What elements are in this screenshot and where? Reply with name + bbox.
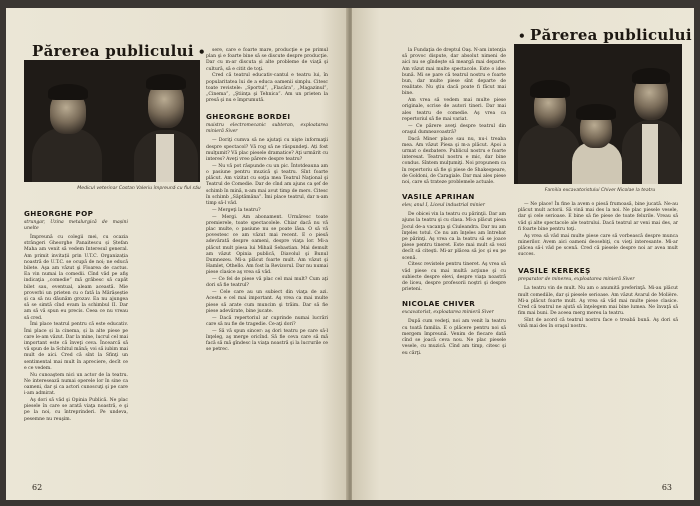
left-page [6,8,348,500]
paragraph: — Ne place! În fine la avem o piesă frumoasă, bine jucată. Ne-au plăcut mult actorii. Să vină mai des la noi. Ne plac piesele vesele, dar şi cele serioase. E bine să fie piese de toate felurile. Vreau să văd şi alte spectacole ale teatrului. Dacă teatrul ar veni mai des, ar fi foarte bine pentru toţi. [518,202,678,232]
right-column-2 [518,202,678,331]
left-column-1 [24,204,128,423]
paragraph: sere, care e foarte mare, producţie e pe primul plan şi e foarte bine să se discute despre producţie. Dar cu m-ar discuta și alte probleme de viaţă şi cultură, să e citit de toţi. [206,48,328,72]
right-page [352,8,694,500]
paragraph: — Nu vă pot răspunde cu un pic. Întotdeauna am o pasiune pentru muzică şi teatru. Sînt foarte plăcut. Am vizitat cu soţia mea Teatrul Naţional şi Teatrul de Comedie. Dar de cînd am ajuns ca şef de schimb în mină, n-am mai avut timp de mers. Citesc în schimb „Săptămâna”. Îmi place teatrul, dar n-am timp să-l văd. [206,163,328,207]
author-gheorghe-pop-text [24,235,128,423]
paragraph: Dacă Miner place sau nu, nu-i treaba mea. Am văzut Piesa şi m-a plăcut. Apoi a urmat o dezbatere. Publicul nostru e foarte interesat. Teatrul nostru e mic, dar bine condus. Sîntem mulţumiţi. Noi propunem ca în repertoriu să fie şi piese de Shakespeare, de Goldoni, de Caragiale. Dar mai ales piese noi, care să trateze problemele actuale. [402,136,506,186]
paragraph: Aş vrea să văd mai multe piese care să vorbească despre munca minerilor. Avem aici oameni deosebiţi, cu vieţi interesante. Mi-ar plăcea să-i văd pe scenă. Cred că piesele despre noi ar avea mult succes. [518,233,678,258]
right-page-heading: • Părerea publicului [518,26,692,44]
left-page-heading: Părerea publicului • [32,42,206,60]
question: — Doriţi cumva să ne ajutaţi cu nişte informaţii despre spectacol? Vă rog să ne răspundeţi. Ați fost mulţumit? Vă plac piesele dramatice? Aţi urmărit cu interes? Aveţi vreo părere despre teatru? [206,138,328,163]
right-column-1 [402,48,506,357]
author-gheorghe-bordei: GHEORGHE BORDEI [206,112,291,122]
author-nicolae-chiver-role: excavatorist, exploatarea minieră Siver [402,310,494,316]
paragraph: După cum vedeţi, noi am venit la teatru cu toată familia. E o plăcere pentru noi să mergem împreună. Venim de fiecare dată cînd se joacă ceva nou. Ne plac piesele vesele, cu muzică. Cînd am timp, citesc şi eu cărţi. [402,319,506,356]
paragraph: Am vrea să vedem mai multe piese originale, scrise de autori tineri. Dar mai ales teatru de comedie. Aş vrea ca repertoriul să fie mai variat. [402,98,506,122]
left-page-number: 62 [32,483,43,492]
paragraph: la Fundaţia de dreptul Oaş. N-am intenţia să provoc dispute, dar absolut nimeni de aici nu se gîndeşte să meargă mai departe. Am văzut mai multe spectacole. Este o idee bună. Mi se pare că teatrul nostru e foarte bun, dar multe piese sînt departe de realitate. Nu ştiu dacă poate fi făcut mai bine. [402,48,506,97]
paragraph: De obicei vin la teatru cu părinţii. Dar am ajuns la teatru şi cu clasa. Mi-a plăcut piesa Jocul de-a vacanţa şi Ciuleandra. Dar nu am înţeles totul. Ce nu am înţeles am întrebat pe părinţi. Aş vrea ca la teatru să se joace piese pentru tineret. Este mai mult să vezi decît să citeşti. Mi-ar plăcea să joc şi eu pe scenă. [402,212,506,261]
author-gheorghe-pop-role: strungar, Uzina metalurgică de mașini unelte [24,220,128,231]
paragraph: — Cele care au un subiect din viaţa de azi. Acesta e cel mai important. Aş vrea ca mai multe piese să arate cum muncim şi trăim. Dar să fie piese adevărate, bine jucate. [206,290,328,314]
paragraph: Aş dori să văd şi Opinia Publică. Ne plac piesele în care se arată viaţa noastră, e şi pe la noi, cu întreprinderi. Pe undeva, pesemne nu reuşim. [24,398,128,422]
paragraph: — Mergi. Am abonament. Urmăresc toate premierele, toate spectacolele. Chiar dacă nu vă plac multe, o pasiune nu se poate lăsa. O să vă povestesc ce am văzut mai recent. E o piesă adevărată despre oameni, despre viaţa lor. Mi-a plăcut mult piesa lui Mihail Sebastian. Mai demult am văzut Opinia publică, Diavolul şi Bunul Dumnezeu. Mi-a plăcut foarte mult. Am văzut şi Hamlet, Othello. Am fost la Revizorul. Dar nu numai piese clasice aş vrea să văd. [206,214,328,276]
author-nicolae-chiver-text [402,319,506,356]
author-vasile-aprihan-role: elev, anul I, Liceul industrial minier [402,203,485,209]
question: — Ce părere aveţi despre teatrul din oraşul dumneavoastră? [402,123,506,135]
paragraph: La teatru vin de mult. Nu am o anumită preferinţă. Mi-au plăcut mult comediile, dar şi piesele serioase. Am văzut Avarul de Molière. Mi-a plăcut foarte mult. Aş vrea să văd mai multe piese clasice. Cred că teatrul ne ajută să înţelegem mai bine lumea. Ne învaţă să fim mai buni. De aceea merg mereu la teatru. [518,286,678,317]
author-gheorghe-bordei-role: maistru electromecanic subteran, exploatarea minieră Siver [206,123,328,135]
question: — Mergeţi la teatru? [212,207,261,213]
paragraph: Nu cunoaştem nici un actor de la teatru. Ne interesează numai operele lor în sine ca oameni, dar şi ca actori cunoscuţi şi pe care i-am admirat. [24,372,128,397]
magazine-spread [6,8,694,500]
paragraph: Îmi place teatrul pentru că este educativ. Îmi place și la cinema, și la alte piese pe care le-am văzut. Dar la mine, lucrul cel mai important este că înveţi ceva. Încearcă să vă spun de la Schitul mănă; voi să iubim mai mult de aici. Cred că sînt la Sfinţi un sentimental mai mult în apreciere, decît ce e ce vedem. [24,322,129,371]
left-photo-caption: Medicul veterinar Costan Valeriu împreună cu fiul său [77,186,201,191]
paragraph: Cred că teatrul educativ-cantul e teatru lui, în popularitatea lui de a educa oamenii simplu. Citesc toate revistele: „Sportul”, „Flacăra”, „Magazinul”, „Cinema”, „Ştiinţa şi Tehnica”. Am un prieten la presă şi nu e împrumută. [206,73,328,104]
author-gheorghe-pop: GHEORGHE POP [24,209,94,218]
right-page-number: 63 [661,483,672,492]
right-col3-text [518,202,678,258]
left-column-2 [206,48,328,354]
author-vasile-kerekes: VASILE KEREKEȘ [518,266,591,276]
author-vasile-kerekes-text [518,286,678,330]
author-vasile-aprihan-text [402,212,506,293]
question: — Dacă repertoriul ar cuprinde numai lucrări care să nu fie de tragedie. Ce-aţi dori? [206,315,328,327]
question: — Ce fel de piese vă plac cel mai mult? Cum aţi dori să fie teatrul? [206,277,328,289]
paragraph: Citesc revistele pentru tineret. Aş vrea să văd piese cu mai multă acţiune şi cu subiecte despre elevi, despre viaţa noastră de liceu, despre profesorii noştri şi despre prieteni. [402,262,506,293]
paragraph: Sînt de acord că teatrul nostru face o treabă bună. Aş dori să vină mai des în oraşul nostru. [518,318,678,330]
author-vasile-aprihan: VASILE APRIHAN [402,192,475,202]
left-photo [24,60,200,182]
mid-column-text [206,48,328,104]
right-photo-caption: Familia excavatoristului Chiver Nicolae la teatru [544,188,656,193]
paragraph: — Să vă spun sincer: aş dori teatru pe care să-l înţeleg, aş merge oricînd. Să fie ceva care să mă facă să mă gîndesc la viaţa noastră şi la lucrurile ce se petrec. [206,328,328,353]
author-nicolae-chiver: NICOLAE CHIVER [402,299,476,309]
author-vasile-kerekes-role: preparator de minereu, exploatarea minieră Siver [518,277,635,283]
right-photo [514,44,682,184]
paragraph: Împreună cu colegii mei, cu ocazia strângeri Gheorghe Panaitescu și Ștefan Maha am venit să vedem Interesul general. Am primit invitații prin U.T.C. Organizația noastră de U.T.C. se ocupă de noi; ne educă bilete. Aşa am văzut şi Floarea de cactus. Ea vin numai la comedii. Cînd văd pe afiş indicaţia „comedie” mă grăbesc să capăt bilet sau, eventual, aleam această. Mie proverbi un prieten cu o fată la Mărășeștie și ca să nu dăunăm grozav. Ea nu ajungea să se simtă cînd evam la schimbul II. Dar am să vă spun eu precis. Ceea ce nu vreau să cred. [24,235,128,321]
author-gheorghe-bordei-text [206,138,328,353]
right-col1-text [402,48,506,186]
